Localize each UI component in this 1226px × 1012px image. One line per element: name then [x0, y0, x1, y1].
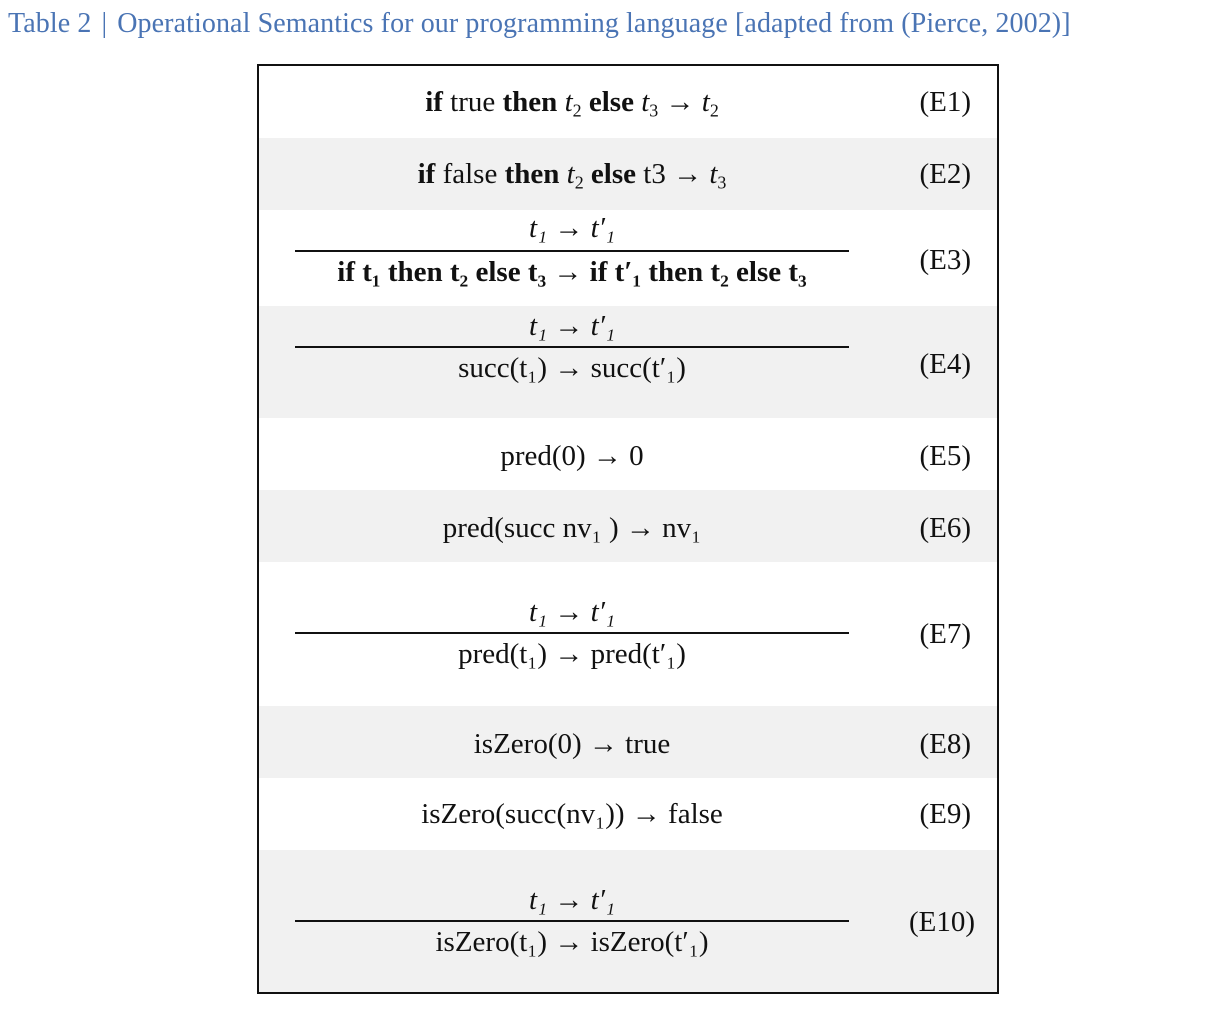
rule-label: (E2): [919, 158, 971, 190]
table-caption: [8, 8, 1071, 40]
rule-premise: t₁ → t′₁: [528, 884, 616, 916]
rule-label: (E4): [919, 348, 971, 380]
rule-conclusion: pred(t₁) → pred(t′₁): [458, 638, 686, 670]
rule-row-e1: [259, 66, 997, 138]
rule-row-e5: [259, 418, 997, 490]
rule-row-e9: [259, 778, 997, 850]
rule-formula: pred(succ nv₁ ) → nv₁: [442, 512, 702, 544]
rule-row-e3: [259, 210, 997, 306]
rule-formula: isZero(succ(nv₁)) → false: [421, 798, 723, 830]
caption-label: Table 2: [8, 8, 92, 39]
rule-label: (E6): [919, 512, 971, 544]
caption-title: Operational Semantics for our programming language [adapted from (Pierce, 2002)]: [117, 8, 1071, 39]
rule-conclusion: if t₁ then t₂ else t₃ → if t′₁ then t₂ else t₃: [337, 256, 807, 288]
rule-row-e6: [259, 490, 997, 562]
rule-formula: isZero(0) → true: [473, 728, 671, 760]
rule-label: (E1): [919, 86, 971, 118]
rule-label: (E8): [919, 728, 971, 760]
rule-conclusion: isZero(t₁) → isZero(t′₁): [435, 926, 709, 958]
rule-formula: if true then $t_2$ else $t_3 \to t_2$: [425, 86, 719, 121]
semantics-table: [257, 64, 999, 994]
inference-line: [295, 920, 849, 922]
rule-row-e7: [259, 562, 997, 706]
rule-premise: t₁ → t′₁: [528, 596, 616, 628]
rule-formula: if false then $t_2$ else $t3 \to t_3$: [417, 158, 727, 193]
rule-conclusion: succ(t₁) → succ(t′₁): [458, 352, 686, 384]
rule-label: (E3): [919, 244, 971, 276]
inference-line: [295, 632, 849, 634]
rule-label: (E10): [908, 906, 975, 938]
rule-row-e8: [259, 706, 997, 778]
rule-row-e2: [259, 138, 997, 210]
rule-row-e4: [259, 306, 997, 418]
rule-formula: pred(0) → 0: [500, 440, 644, 472]
caption-separator: |: [101, 8, 108, 39]
inference-line: [295, 250, 849, 252]
rule-premise: t₁ → t′₁: [528, 310, 616, 342]
rule-row-e10: [259, 850, 997, 992]
inference-line: [295, 346, 849, 348]
rule-label: (E9): [919, 798, 971, 830]
rule-premise: t₁ → t′₁: [528, 212, 616, 244]
rule-label: (E5): [919, 440, 971, 472]
rule-label: (E7): [919, 618, 971, 650]
